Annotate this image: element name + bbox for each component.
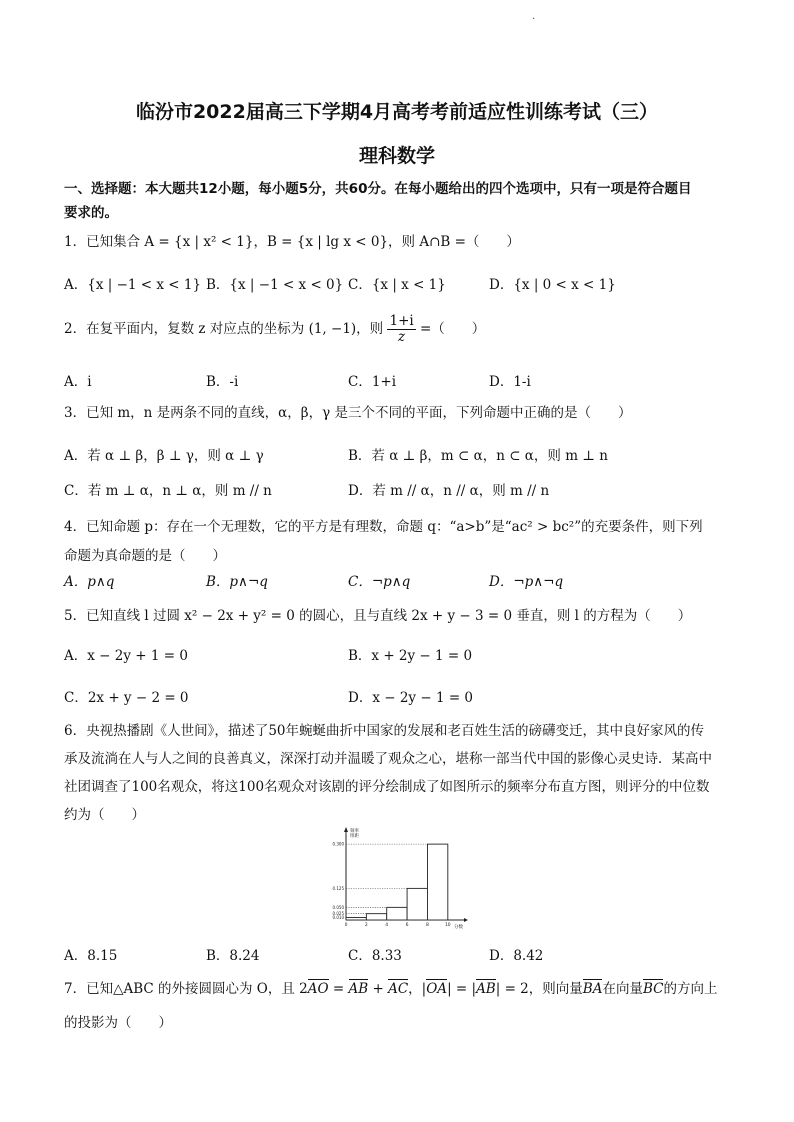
q3-option-a: A．若 α ⊥ β，β ⊥ γ，则 α ⊥ γ	[64, 448, 264, 464]
q2-option-a: A．i	[64, 374, 92, 390]
vector-bc: BC	[642, 981, 664, 997]
vector-ao: AO	[307, 981, 329, 997]
q2-fraction-denominator: z	[398, 328, 406, 345]
exam-title: 临汾市2022届高三下学期4月高考考前适应性训练考试（三）	[135, 101, 659, 123]
q3-option-c: C．若 m ⊥ α，n ⊥ α，则 m // n	[64, 483, 272, 499]
q6-option-b: B．8.24	[206, 948, 260, 964]
q2-option-c: C．1+i	[348, 374, 397, 390]
q6-stem-line4: 约为（ ）	[64, 807, 145, 823]
q4-option-d: D．¬p∧¬q	[489, 574, 564, 590]
q1-option-a: A．{x | −1 < x < 1}	[64, 277, 202, 293]
q6-stem-line2: 承及流淌在人与人之间的良善真义，深深打动并温暖了观众之心，堪称一部当代中国的影像心灵史诗．某高中	[64, 751, 712, 767]
q3-option-b: B．若 α ⊥ β，m ⊂ α，n ⊂ α，则 m ⊥ n	[348, 448, 608, 464]
x-tick-label: 8	[426, 923, 429, 928]
top-mark: ·	[532, 14, 536, 25]
x-tick-label: 6	[405, 923, 409, 928]
x-tick-label: 2	[364, 923, 368, 928]
q2-stem-post: =（ ）	[420, 320, 486, 337]
vector-ac: AC	[388, 981, 409, 997]
histogram-bar	[346, 917, 366, 920]
x-tick-label: 10	[444, 923, 451, 928]
y-tick-label: 0.050	[332, 904, 344, 910]
q6-stem-line1: 6．央视热播剧《人世间》，描述了50年蜿蜒曲折中国家的发展和老百姓生活的磅礴变迁，其中良好家风的传	[64, 723, 705, 739]
q6-option-a: A．8.15	[64, 948, 118, 964]
q6-option-c: C．8.33	[348, 948, 402, 964]
y-tick-label: 0.010	[332, 914, 344, 920]
q1-option-c: C．{x | x < 1}	[348, 277, 446, 293]
y-tick-label: 0.125	[332, 885, 344, 891]
vector-oa: OA	[426, 981, 448, 997]
section-heading-line1: 一、选择题：本大题共12小题，每小题5分，共60分。在每小题给出的四个选项中，只有一项是符合题目	[64, 181, 692, 197]
q7-eq: =	[328, 981, 349, 997]
q7-stem-line2: 的投影为（ ）	[64, 1015, 172, 1031]
q5-stem: 5．已知直线 l 过圆 x² − 2x + y² = 0 的圆心，且与直线 2x + y − 3 = 0 垂直，则 l 的方程为（ ）	[64, 608, 692, 624]
q7-stem-line1	[64, 977, 717, 997]
q2-stem	[64, 314, 485, 345]
x-axis-arrow	[464, 918, 468, 922]
q6-stem-line3: 社团调查了100名观众，将这100名观众对该剧的评分绘制成了如图所示的频率分布直方图，则评分的中位数	[64, 779, 710, 795]
histogram-bar	[366, 914, 386, 920]
subject-title: 理科数学	[358, 145, 435, 167]
y-axis-label-top: 频率	[350, 829, 359, 834]
vector-ab: AB	[348, 981, 369, 997]
y-tick-label: 0.025	[332, 911, 344, 917]
q7-stem-pre: 7．已知△ABC 的外接圆圆心为 O，且 2	[64, 981, 308, 997]
q7-bar: | = |	[447, 981, 477, 997]
q4-option-c: C．¬p∧q	[348, 574, 411, 590]
q6-option-d: D．8.42	[489, 948, 544, 964]
x-tick-label: 4	[385, 923, 389, 928]
histogram-bar	[387, 907, 407, 920]
q3-option-d: D．若 m // α，n // α，则 m // n	[348, 483, 550, 499]
section-heading-line2: 要求的。	[64, 205, 118, 221]
q5-option-b: B．x + 2y − 1 = 0	[348, 648, 473, 664]
frequency-histogram	[320, 824, 470, 939]
q7-plus: +	[368, 981, 389, 997]
q4-stem-line1: 4．已知命题 p：存在一个无理数，它的平方是有理数，命题 q：“a>b”是“ac² > bc²”的充要条件，则下列	[64, 519, 703, 535]
vector-ba: BA	[582, 981, 603, 997]
histogram-bar	[407, 888, 427, 920]
q7-post: | = 2，则向量	[495, 981, 583, 997]
q7-tail: 的方向上	[663, 981, 718, 997]
q7-mid: ，|	[408, 981, 427, 997]
q5-option-d: D．x − 2y − 1 = 0	[348, 690, 474, 706]
q4-stem-line2: 命题为真命题的是（ ）	[64, 548, 226, 564]
q1-option-b: B．{x | −1 < x < 0}	[206, 277, 344, 293]
q7-in: 在向量	[602, 981, 643, 997]
q4-option-a: A．p∧q	[64, 574, 115, 590]
histogram-bar	[427, 844, 447, 920]
q2-option-d: D．1-i	[489, 374, 531, 390]
q3-stem: 3．已知 m，n 是两条不同的直线，α，β，γ 是三个不同的平面，下列命题中正确的是（ ）	[64, 405, 632, 421]
q5-option-c: C．2x + y − 2 = 0	[64, 690, 189, 706]
y-tick-label: 0.300	[332, 841, 344, 847]
q2-stem-pre: 2．在复平面内，复数 z 对应点的坐标为 (1, −1)，则	[64, 320, 384, 337]
y-axis-arrow	[344, 827, 348, 832]
q1-option-d: D．{x | 0 < x < 1}	[489, 277, 616, 293]
vector-ab-2: AB	[476, 981, 496, 997]
x-tick-label: 0	[344, 923, 348, 928]
q2-fraction-numerator: 1+i	[389, 313, 414, 329]
y-axis-label-bottom: 组距	[350, 834, 359, 839]
q1-stem: 1．已知集合 A = {x | x² < 1}，B = {x | lg x < 0}，则 A∩B =（ ）	[64, 234, 520, 250]
x-axis-label: 分数	[454, 925, 463, 930]
q2-option-b: B．-i	[206, 374, 239, 390]
q4-option-b: B．p∧¬q	[206, 574, 268, 590]
q2-fraction	[387, 314, 415, 345]
q5-option-a: A．x − 2y + 1 = 0	[64, 648, 188, 664]
